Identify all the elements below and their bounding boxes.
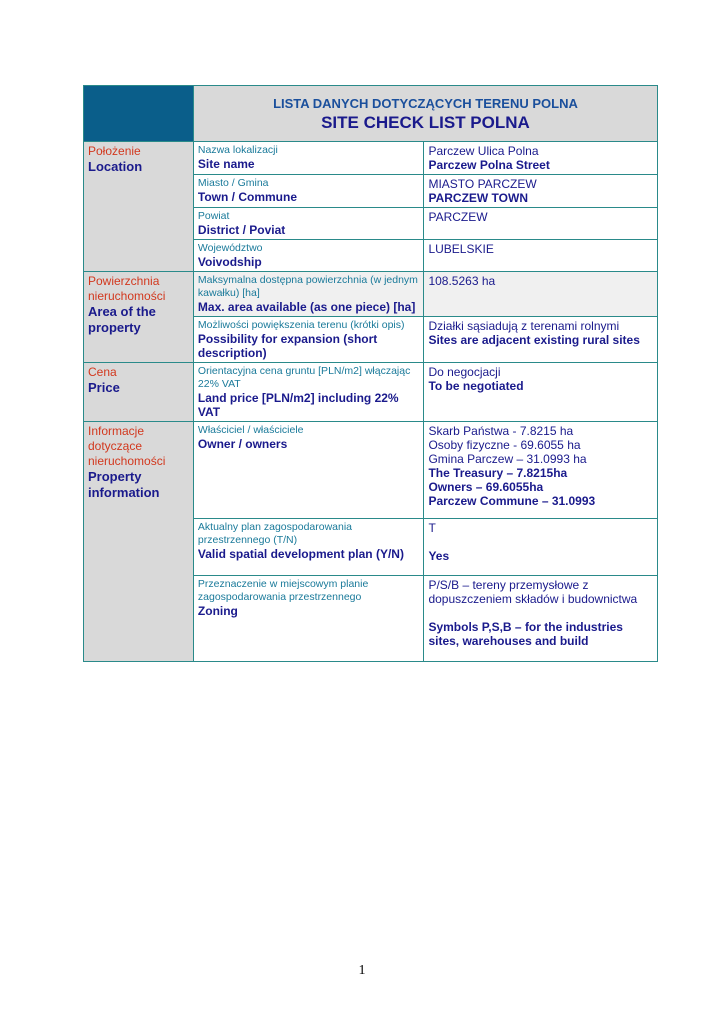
- section-label-property-info: [84, 422, 194, 662]
- field-label-en: Land price [PLN/m2] including 22% VAT: [197, 391, 399, 419]
- title-english: SITE CHECK LIST POLNA: [321, 113, 530, 132]
- field-label-en: Voivodship: [197, 255, 262, 269]
- field-site-name: [193, 142, 424, 175]
- owner-line-pl: Skarb Państwa - 7.8215 ha: [428, 424, 574, 438]
- section-label-en: Price: [88, 380, 120, 395]
- section-label-area: [84, 272, 194, 363]
- value-spatial-plan: [424, 519, 658, 576]
- value-en: To be negotiated: [428, 379, 524, 393]
- section-label-price: [84, 363, 194, 422]
- value-pl: T: [428, 521, 436, 535]
- field-label-en: Site name: [197, 157, 255, 171]
- section-label-location: [84, 142, 194, 272]
- value-zoning: [424, 576, 658, 662]
- value-en: Symbols P,S,B – for the industries sites, warehouses and build: [428, 620, 623, 648]
- owner-line-en: The Treasury – 7.8215ha: [428, 466, 568, 480]
- value-en: PARCZEW TOWN: [428, 191, 528, 205]
- field-label-pl: Możliwości powiększenia terenu (krótki opis): [197, 319, 405, 331]
- field-owners: [193, 422, 424, 519]
- value-pl: P/S/B – tereny przemysłowe z dopuszczeniem składów i budownictwa: [428, 578, 638, 606]
- value-land-price: [424, 363, 658, 422]
- field-label-en: District / Poviat: [197, 223, 286, 237]
- field-label-pl: Miasto / Gmina: [197, 177, 269, 189]
- value-voivodship: [424, 240, 658, 272]
- section-label-en: Property information: [88, 469, 160, 500]
- field-label-pl: Orientacyjna cena gruntu [PLN/m2] włączając 22% VAT: [197, 365, 411, 390]
- section-label-pl: Powierzchnia nieruchomości: [88, 274, 166, 303]
- value-district: [424, 208, 658, 240]
- field-label-en: Max. area available (as one piece) [ha]: [197, 300, 416, 314]
- field-land-price: [193, 363, 424, 422]
- owner-line-en: Owners – 69.6055ha: [428, 480, 544, 494]
- field-spatial-plan: [193, 519, 424, 576]
- section-label-pl: Cena: [88, 365, 117, 379]
- value-expansion: [424, 317, 658, 363]
- title-cell: [193, 86, 657, 142]
- value-pl: PARCZEW: [428, 210, 488, 224]
- value-en: Sites are adjacent existing rural sites: [428, 333, 640, 347]
- value-pl: Do negocjacji: [428, 365, 501, 379]
- field-label-pl: Nazwa lokalizacji: [197, 144, 278, 156]
- page-number: 1: [358, 963, 366, 978]
- value-pl: LUBELSKIE: [428, 242, 494, 256]
- value-en: Parczew Polna Street: [428, 158, 550, 172]
- value-max-area: [424, 272, 658, 317]
- field-label-en: Owner / owners: [197, 437, 288, 451]
- value-site-name: [424, 142, 658, 175]
- field-label-en: Possibility for expansion (short description): [197, 332, 378, 360]
- field-label-pl: Aktualny plan zagospodarowania przestrzennego (T/N): [197, 521, 353, 546]
- field-town-commune: [193, 175, 424, 208]
- section-label-pl: Położenie: [88, 144, 141, 158]
- field-label-pl: Województwo: [197, 242, 263, 254]
- field-label-en: Zoning: [197, 604, 238, 618]
- field-zoning: [193, 576, 424, 662]
- owner-line-pl: Gmina Parczew – 31.0993 ha: [428, 452, 587, 466]
- field-label-pl: Właściciel / właściciele: [197, 424, 304, 436]
- field-label-pl: Powiat: [197, 210, 230, 222]
- field-expansion: [193, 317, 424, 363]
- field-label-pl: Maksymalna dostępna powierzchnia (w jednym kawałku) [ha]: [197, 274, 418, 299]
- title-polish: LISTA DANYCH DOTYCZĄCYCH TERENU POLNA: [273, 96, 578, 111]
- value-owners: [424, 422, 658, 519]
- value-pl: Parczew Ulica Polna: [428, 144, 539, 158]
- field-voivodship: [193, 240, 424, 272]
- field-max-area: [193, 272, 424, 317]
- value-pl: Działki sąsiadują z terenami rolnymi: [428, 319, 620, 333]
- owner-line-pl: Osoby fizyczne - 69.6055 ha: [428, 438, 581, 452]
- value-pl: MIASTO PARCZEW: [428, 177, 537, 191]
- section-label-pl: Informacje dotyczące nieruchomości: [88, 424, 166, 468]
- owner-line-en: Parczew Commune – 31.0993: [428, 494, 596, 508]
- section-label-en: Location: [88, 159, 143, 174]
- field-label-en: Town / Commune: [197, 190, 298, 204]
- field-label-pl: Przeznaczenie w miejscowym planie zagospodarowania przestrzennego: [197, 578, 369, 603]
- value-en: Yes: [428, 549, 450, 563]
- site-check-list-table: [83, 85, 658, 662]
- section-label-en: Area of the property: [88, 304, 156, 335]
- value-town-commune: [424, 175, 658, 208]
- value-pl: 108.5263 ha: [428, 274, 496, 288]
- field-label-en: Valid spatial development plan (Y/N): [197, 547, 404, 561]
- field-district: [193, 208, 424, 240]
- header-blue-block: [84, 86, 194, 142]
